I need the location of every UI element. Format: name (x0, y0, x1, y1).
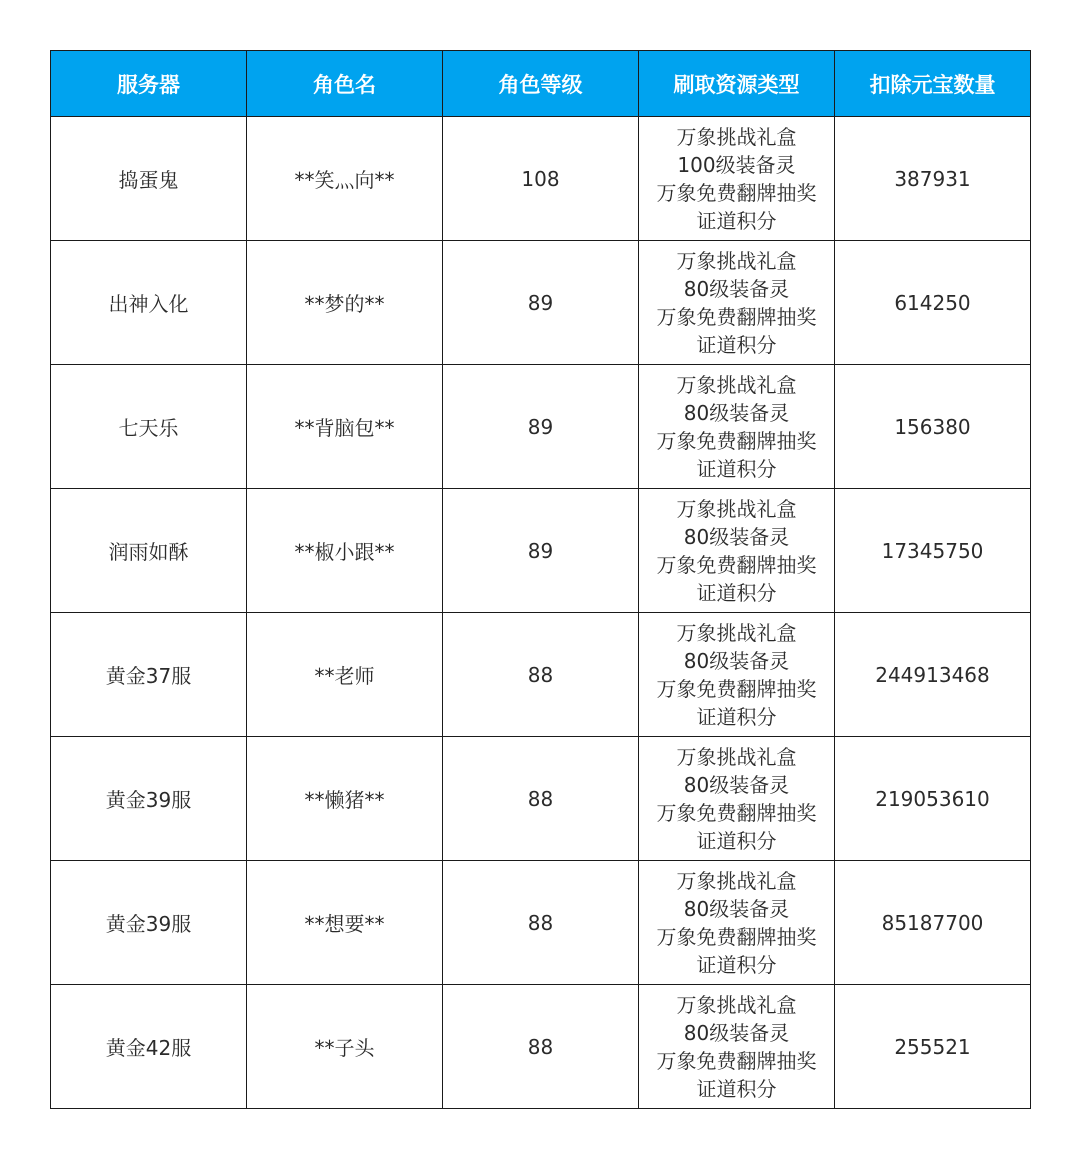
resource-line: 100级装备灵 (677, 152, 796, 177)
cell-server: 捣蛋鬼 (51, 117, 247, 241)
resource-line: 80级装备灵 (683, 772, 790, 797)
resource-line: 万象免费翻牌抽奖 (656, 924, 817, 949)
resource-line: 80级装备灵 (683, 276, 790, 301)
table-row (51, 613, 1031, 737)
cell-resource-type (639, 365, 835, 489)
header-role-name: 角色名 (247, 51, 443, 117)
cell-role-name: **背脑包** (247, 365, 443, 489)
cell-role-level: 108 (443, 117, 639, 241)
resource-line: 万象免费翻牌抽奖 (656, 676, 817, 701)
table-row (51, 117, 1031, 241)
header-role-level: 角色等级 (443, 51, 639, 117)
cell-role-name: **想要** (247, 861, 443, 985)
cell-role-name: **椒小跟** (247, 489, 443, 613)
cell-role-level: 88 (443, 737, 639, 861)
cell-resource-type (639, 861, 835, 985)
cell-resource-type (639, 737, 835, 861)
cell-deduction-amount: 17345750 (835, 489, 1031, 613)
table-body (51, 117, 1031, 1109)
resource-line: 万象挑战礼盒 (676, 620, 797, 645)
resource-line: 万象免费翻牌抽奖 (656, 428, 817, 453)
cell-deduction-amount: 614250 (835, 241, 1031, 365)
header-server: 服务器 (51, 51, 247, 117)
resource-line: 80级装备灵 (683, 524, 790, 549)
table-row (51, 985, 1031, 1109)
cell-deduction-amount: 156380 (835, 365, 1031, 489)
cell-role-name: **老师 (247, 613, 443, 737)
table-header-row (51, 51, 1031, 117)
cell-role-name: **梦的** (247, 241, 443, 365)
resource-line: 万象免费翻牌抽奖 (656, 180, 817, 205)
cell-deduction-amount: 219053610 (835, 737, 1031, 861)
cell-deduction-amount: 255521 (835, 985, 1031, 1109)
cell-server: 黄金39服 (51, 737, 247, 861)
resource-line: 万象挑战礼盒 (676, 744, 797, 769)
cell-resource-type (639, 985, 835, 1109)
table-row (51, 489, 1031, 613)
cell-role-name: **懒猪** (247, 737, 443, 861)
cell-server: 润雨如酥 (51, 489, 247, 613)
resource-line: 万象免费翻牌抽奖 (656, 1048, 817, 1073)
cell-server: 出神入化 (51, 241, 247, 365)
resource-line: 80级装备灵 (683, 648, 790, 673)
cell-role-name: **子头 (247, 985, 443, 1109)
cell-role-level: 88 (443, 985, 639, 1109)
resource-line: 万象挑战礼盒 (676, 496, 797, 521)
resource-line: 证道积分 (696, 580, 777, 605)
resource-line: 万象挑战礼盒 (676, 868, 797, 893)
resource-line: 万象免费翻牌抽奖 (656, 800, 817, 825)
resource-line: 证道积分 (696, 1076, 777, 1101)
resource-line: 证道积分 (696, 456, 777, 481)
resource-line: 证道积分 (696, 332, 777, 357)
table-row (51, 737, 1031, 861)
resource-line: 80级装备灵 (683, 896, 790, 921)
cell-role-level: 89 (443, 241, 639, 365)
resource-line: 万象免费翻牌抽奖 (656, 304, 817, 329)
cell-server: 黄金39服 (51, 861, 247, 985)
penalty-table-container (50, 50, 1030, 1109)
cell-role-level: 89 (443, 365, 639, 489)
resource-line: 80级装备灵 (683, 400, 790, 425)
cell-deduction-amount: 244913468 (835, 613, 1031, 737)
resource-line: 证道积分 (696, 208, 777, 233)
resource-line: 证道积分 (696, 952, 777, 977)
resource-line: 万象免费翻牌抽奖 (656, 552, 817, 577)
resource-line: 万象挑战礼盒 (676, 372, 797, 397)
cell-deduction-amount: 85187700 (835, 861, 1031, 985)
cell-role-level: 88 (443, 861, 639, 985)
cell-resource-type (639, 489, 835, 613)
cell-resource-type (639, 241, 835, 365)
cell-resource-type (639, 117, 835, 241)
table-row (51, 365, 1031, 489)
table-row (51, 861, 1031, 985)
cell-server: 黄金37服 (51, 613, 247, 737)
resource-line: 万象挑战礼盒 (676, 248, 797, 273)
cell-role-name: **笑灬向** (247, 117, 443, 241)
table-row (51, 241, 1031, 365)
header-deduction-amount: 扣除元宝数量 (835, 51, 1031, 117)
cell-server: 七天乐 (51, 365, 247, 489)
resource-line: 80级装备灵 (683, 1020, 790, 1045)
cell-role-level: 89 (443, 489, 639, 613)
cell-server: 黄金42服 (51, 985, 247, 1109)
resource-line: 证道积分 (696, 828, 777, 853)
resource-line: 万象挑战礼盒 (676, 124, 797, 149)
resource-line: 万象挑战礼盒 (676, 992, 797, 1017)
cell-deduction-amount: 387931 (835, 117, 1031, 241)
cell-role-level: 88 (443, 613, 639, 737)
cell-resource-type (639, 613, 835, 737)
penalty-table (50, 50, 1031, 1109)
header-resource-type: 刷取资源类型 (639, 51, 835, 117)
resource-line: 证道积分 (696, 704, 777, 729)
